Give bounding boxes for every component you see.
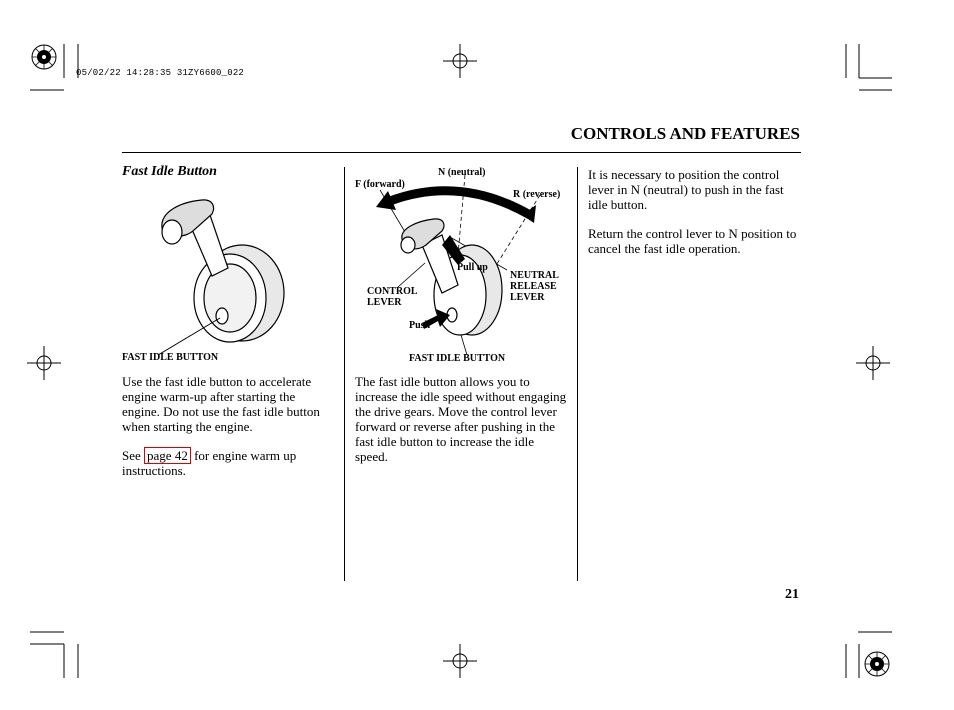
- see-reference-paragraph: See page 42 for engine warm up instructions.: [122, 448, 297, 478]
- column-divider: [344, 167, 345, 581]
- body-paragraph: Use the fast idle button to accelerate engine warm-up after starting the engine. Do not use the fast idle button when starting the engine.: [122, 374, 320, 434]
- body-paragraph: Return the control lever to N position to cancel the fast idle operation.: [588, 226, 797, 256]
- reverse-label: R (reverse): [513, 189, 561, 200]
- neutral-release-lever-label: NEUTRAL RELEASE LEVER: [510, 270, 559, 303]
- title-rule: [122, 152, 801, 153]
- section-title: CONTROLS AND FEATURES: [570, 124, 800, 143]
- print-code: 05/02/22 14:28:35 31ZY6600_022: [76, 68, 245, 78]
- registration-target-icon: [32, 45, 56, 69]
- registration-target-icon: [865, 652, 889, 676]
- forward-label: F (forward): [355, 179, 405, 190]
- body-paragraph: The fast idle button allows you to increase the idle speed without engaging the drive gears. Move the control lever forward or reverse after pushing in the fast idle button to increase the idle speed.: [355, 374, 567, 464]
- page-42-link[interactable]: page 42: [144, 447, 191, 464]
- page-number: 21: [785, 587, 799, 602]
- pull-up-label: Pull up: [457, 262, 488, 273]
- figure-label: FAST IDLE BUTTON: [122, 352, 219, 363]
- control-lever-label: CONTROL LEVER: [367, 286, 418, 308]
- body-paragraph: It is necessary to position the control lever in N (neutral) to push in the fast idle button.: [588, 167, 784, 212]
- fast-idle-button-illustration: [150, 190, 300, 355]
- neutral-label: N (neutral): [438, 167, 486, 178]
- figure-label: FAST IDLE BUTTON: [409, 353, 506, 364]
- push-label: Push: [409, 320, 431, 331]
- column-divider: [577, 167, 578, 581]
- section-heading: Fast Idle Button: [122, 164, 217, 179]
